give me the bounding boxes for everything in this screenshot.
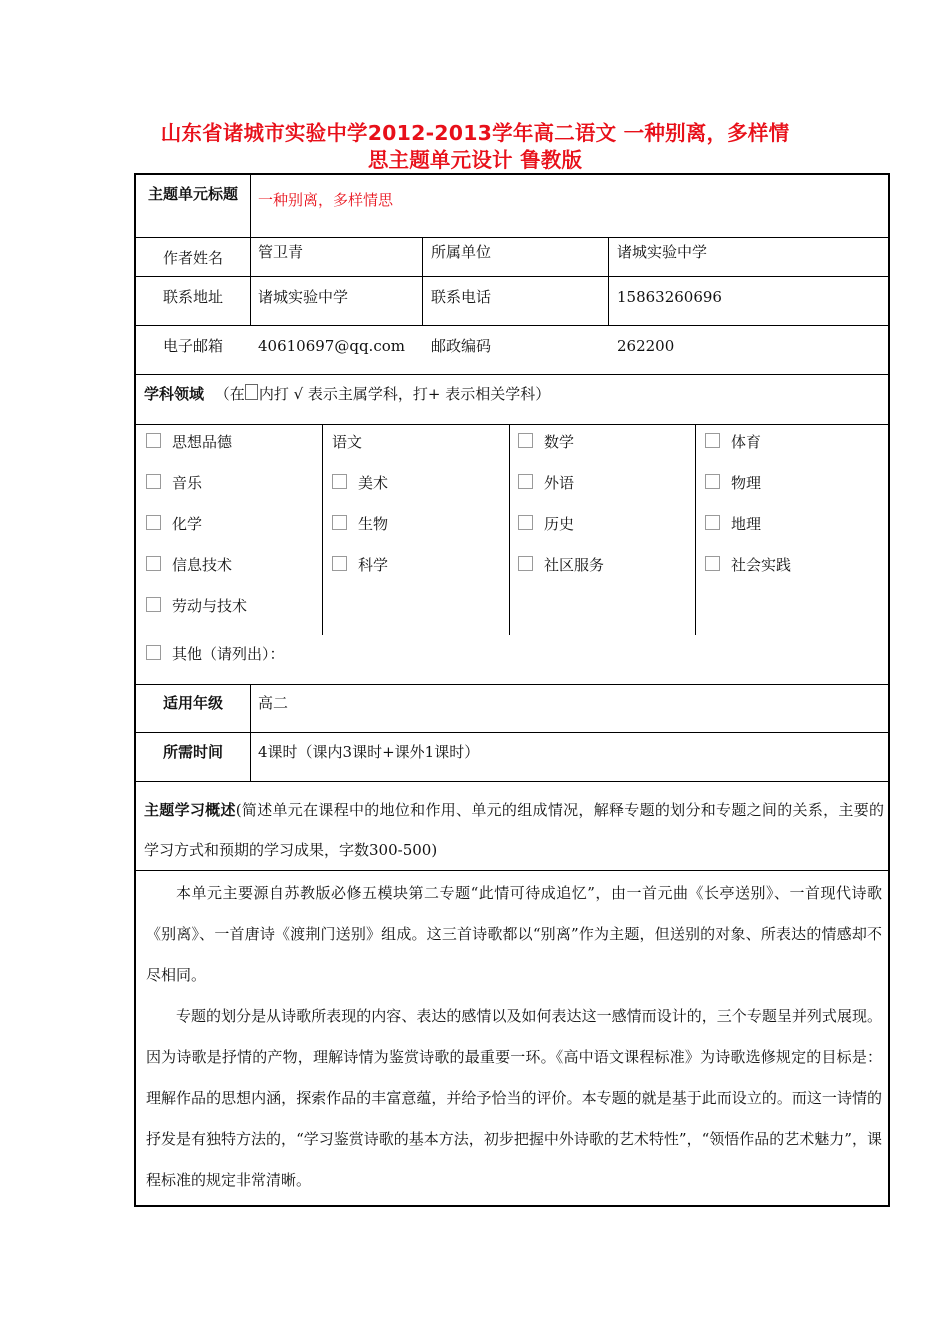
subject-option[interactable] — [705, 555, 791, 575]
overview-header — [144, 790, 884, 870]
subject-area-label: 学科领域 — [144, 385, 205, 403]
overview-paragraph-1: 本单元主要源自苏教版必修五模块第二专题“此情可待成追忆”，由一首元曲《长亭送别》、一首现代诗歌《别离》、一首唐诗《渡荆门送别》组成。这三首诗歌都以“别离”作为主题，但送别的对象、所表达的情感却不尽相同。 — [146, 884, 882, 984]
col-divider — [695, 425, 696, 635]
subject-option[interactable] — [705, 514, 761, 534]
subject-option-label: 信息技术 — [172, 556, 233, 574]
checkbox[interactable] — [146, 474, 161, 489]
unit-design-form — [134, 173, 890, 1207]
subject-option[interactable] — [518, 514, 574, 534]
subject-option-label: 其他（请列出）： — [172, 645, 285, 663]
subject-option[interactable] — [705, 473, 761, 493]
row-divider — [136, 325, 888, 326]
overview-label: 主题学习概述 — [144, 801, 236, 819]
subject-option-label: 科学 — [358, 556, 389, 574]
checkbox[interactable] — [705, 515, 720, 530]
subject-area-header — [144, 383, 884, 405]
subject-option[interactable] — [332, 473, 388, 493]
checkbox[interactable] — [332, 556, 347, 571]
address-value: 诸城实验中学 — [258, 288, 349, 306]
org-label: 所属单位 — [431, 243, 492, 261]
row-divider — [136, 374, 888, 375]
phone-value: 15863260696 — [617, 288, 722, 306]
col-divider — [322, 425, 323, 635]
title-line-1: 山东省诸城市实验中学2012-2013学年高二语文 一种别离，多样情 — [160, 121, 790, 145]
row-divider — [136, 276, 888, 277]
subject-option-label: 外语 — [544, 474, 575, 492]
unit-title-label: 主题单元标题 — [147, 185, 238, 203]
row-divider — [136, 781, 888, 782]
subject-option-label: 音乐 — [172, 474, 203, 492]
checkbox[interactable] — [332, 474, 347, 489]
document-title — [100, 120, 850, 174]
subject-option-label: 体育 — [731, 433, 762, 451]
subject-option-label: 化学 — [172, 515, 203, 533]
subject-option-other[interactable] — [146, 644, 285, 664]
grade-value: 高二 — [258, 694, 289, 712]
col-divider — [250, 175, 251, 326]
address-label: 联系地址 — [162, 288, 223, 306]
subject-option-label: 思想品德 — [172, 433, 233, 451]
row-divider — [136, 684, 888, 685]
subject-option-label: 生物 — [358, 515, 389, 533]
postcode-label: 邮政编码 — [431, 337, 492, 355]
col-divider — [608, 237, 609, 326]
checkbox-sample — [245, 384, 258, 400]
subject-option-label: 数学 — [544, 433, 575, 451]
duration-label: 所需时间 — [162, 743, 223, 761]
row-divider — [136, 237, 888, 238]
org-value: 诸城实验中学 — [617, 243, 708, 261]
subject-option[interactable] — [518, 473, 574, 493]
author-value: 管卫青 — [258, 243, 304, 261]
subject-area-note-a: （在 — [214, 385, 245, 403]
checkbox[interactable] — [146, 556, 161, 571]
checkbox[interactable] — [332, 515, 347, 530]
col-divider — [422, 237, 423, 326]
overview-paragraph-2: 专题的划分是从诗歌所表现的内容、表达的感情以及如何表达这一感情而设计的，三个专题呈并列式展现。因为诗歌是抒情的产物，理解诗情为鉴赏诗歌的最重要一环。《高中语文课程标准》为诗歌选修规定的目标是：理解作品的思想内涵，探索作品的丰富意蕴，并给予恰当的评价。本专题的就是基于此而设立的。而这一诗情的抒发是有独特方法的，“学习鉴赏诗歌的基本方法，初步把握中外诗歌的艺术特性”，“领悟作品的艺术魅力”，课程标准的规定非常清晰。 — [146, 1007, 882, 1189]
checkbox[interactable] — [705, 433, 720, 448]
subject-option[interactable] — [146, 555, 232, 575]
subject-option-label: 地理 — [731, 515, 762, 533]
postcode-value: 262200 — [617, 337, 675, 355]
checkbox[interactable] — [518, 515, 533, 530]
title-line-2: 思主题单元设计 鲁教版 — [367, 148, 583, 172]
subject-option-label: 物理 — [731, 474, 762, 492]
subject-option[interactable] — [146, 514, 202, 534]
subject-option[interactable] — [146, 432, 232, 452]
row-divider — [136, 732, 888, 733]
subject-option-label: 社会实践 — [731, 556, 792, 574]
email-value: 40610697@qq.com — [258, 337, 405, 355]
duration-value: 4课时（课内3课时+课外1课时） — [258, 743, 480, 761]
checkbox[interactable] — [146, 645, 161, 660]
subject-option-chinese — [332, 432, 362, 452]
overview-description: (简述单元在课程中的地位和作用、单元的组成情况，解释专题的划分和专题之间的关系，主要的学习方式和预期的学习成果，字数300-500) — [144, 801, 884, 859]
subject-option-label: 社区服务 — [544, 556, 605, 574]
checkbox[interactable] — [518, 556, 533, 571]
author-label: 作者姓名 — [162, 249, 223, 267]
subject-option-label: 历史 — [544, 515, 575, 533]
checkbox[interactable] — [705, 556, 720, 571]
checkbox[interactable] — [146, 515, 161, 530]
subject-option[interactable] — [146, 596, 247, 616]
checkbox[interactable] — [146, 597, 161, 612]
subject-option-label: 语文 — [332, 433, 363, 451]
unit-title-value: 一种别离，多样情思 — [258, 191, 394, 209]
row-divider — [136, 870, 888, 871]
subject-area-note-b: 内打 √ 表示主属学科，打+ 表示相关学科） — [258, 385, 551, 403]
subject-option[interactable] — [705, 432, 761, 452]
checkbox[interactable] — [146, 433, 161, 448]
subject-option[interactable] — [332, 514, 388, 534]
email-label: 电子邮箱 — [162, 337, 223, 355]
subject-option[interactable] — [518, 432, 574, 452]
col-divider — [509, 425, 510, 635]
subject-option[interactable] — [518, 555, 604, 575]
subject-option-label: 美术 — [358, 474, 389, 492]
subject-option[interactable] — [146, 473, 202, 493]
phone-label: 联系电话 — [431, 288, 492, 306]
col-divider — [250, 684, 251, 782]
checkbox[interactable] — [518, 474, 533, 489]
subject-option[interactable] — [332, 555, 388, 575]
checkbox[interactable] — [705, 474, 720, 489]
grade-label: 适用年级 — [162, 694, 223, 712]
row-divider — [136, 424, 888, 425]
subject-option-label: 劳动与技术 — [172, 597, 248, 615]
checkbox[interactable] — [518, 433, 533, 448]
